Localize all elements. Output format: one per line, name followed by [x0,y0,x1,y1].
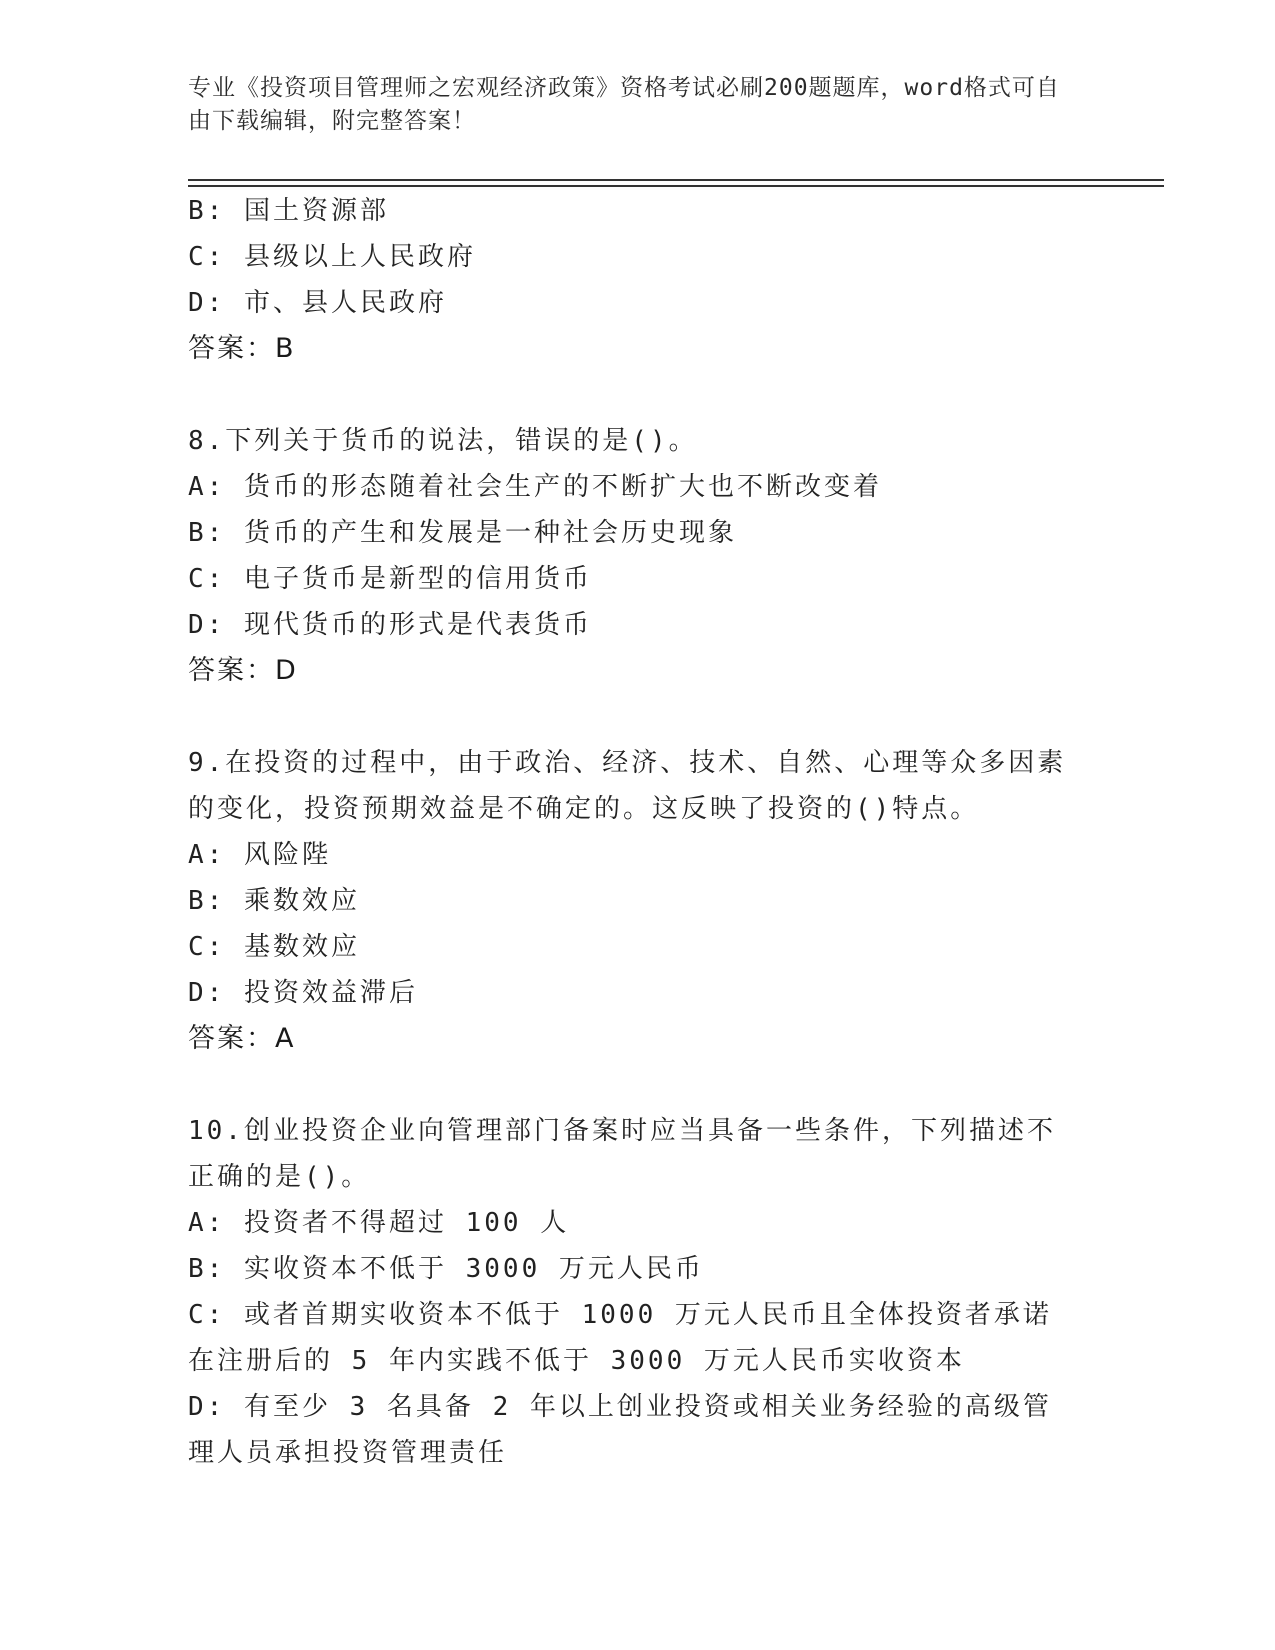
question-10 [188,1108,1078,1476]
answer-line: 答案：D [188,655,298,686]
question-stem: 8.下列关于货币的说法，错误的是()。 [188,426,698,456]
header-rule-top [188,179,1164,181]
option-b: B: 货币的产生和发展是一种社会历史现象 [188,518,737,548]
spacer [188,694,1078,740]
option-a: A: 货币的形态随着社会生产的不断扩大也不断改变着 [188,472,882,502]
option-c: C: 基数效应 [188,932,360,962]
option-a: A: 投资者不得超过 100 人 [188,1208,570,1238]
option-c: C: 电子货币是新型的信用货币 [188,564,592,594]
spacer [188,372,1078,418]
option-c: C: 县级以上人民政府 [188,242,476,272]
option-a: A: 风险陛 [188,840,331,870]
question-stem: 10.创业投资企业向管理部门备案时应当具备一些条件，下列描述不正确的是()。 [188,1116,1056,1192]
question-stem: 9.在投资的过程中，由于政治、经济、技术、自然、心理等众多因素的变化，投资预期效益是不确定的。这反映了投资的()特点。 [188,748,1067,824]
document-header: 专业《投资项目管理师之宏观经济政策》资格考试必刷200题题库，word格式可自由下载编辑，附完整答案！ [188,75,1060,134]
option-b: B: 实收资本不低于 3000 万元人民币 [188,1254,704,1284]
option-d: D: 市、县人民政府 [188,288,447,318]
option-b: B: 国土资源部 [188,196,389,226]
answer-line: 答案：B [188,333,296,364]
question-9 [188,740,1078,1062]
option-d: D: 投资效益滞后 [188,978,418,1008]
option-b: B: 乘数效应 [188,886,360,916]
option-d: D: 现代货币的形式是代表货币 [188,610,592,640]
answer-line: 答案：A [188,1023,296,1054]
header-rule-bottom [188,185,1164,187]
spacer [188,1062,1078,1108]
question-7-continued [188,188,1078,372]
option-d: D: 有至少 3 名具备 2 年以上创业投资或相关业务经验的高级管理人员承担投资管理责任 [188,1392,1052,1468]
option-c: C: 或者首期实收资本不低于 1000 万元人民币且全体投资者承诺在注册后的 5 年内实践不低于 3000 万元人民币实收资本 [188,1300,1052,1376]
question-list [188,188,1078,1476]
question-8 [188,418,1078,694]
